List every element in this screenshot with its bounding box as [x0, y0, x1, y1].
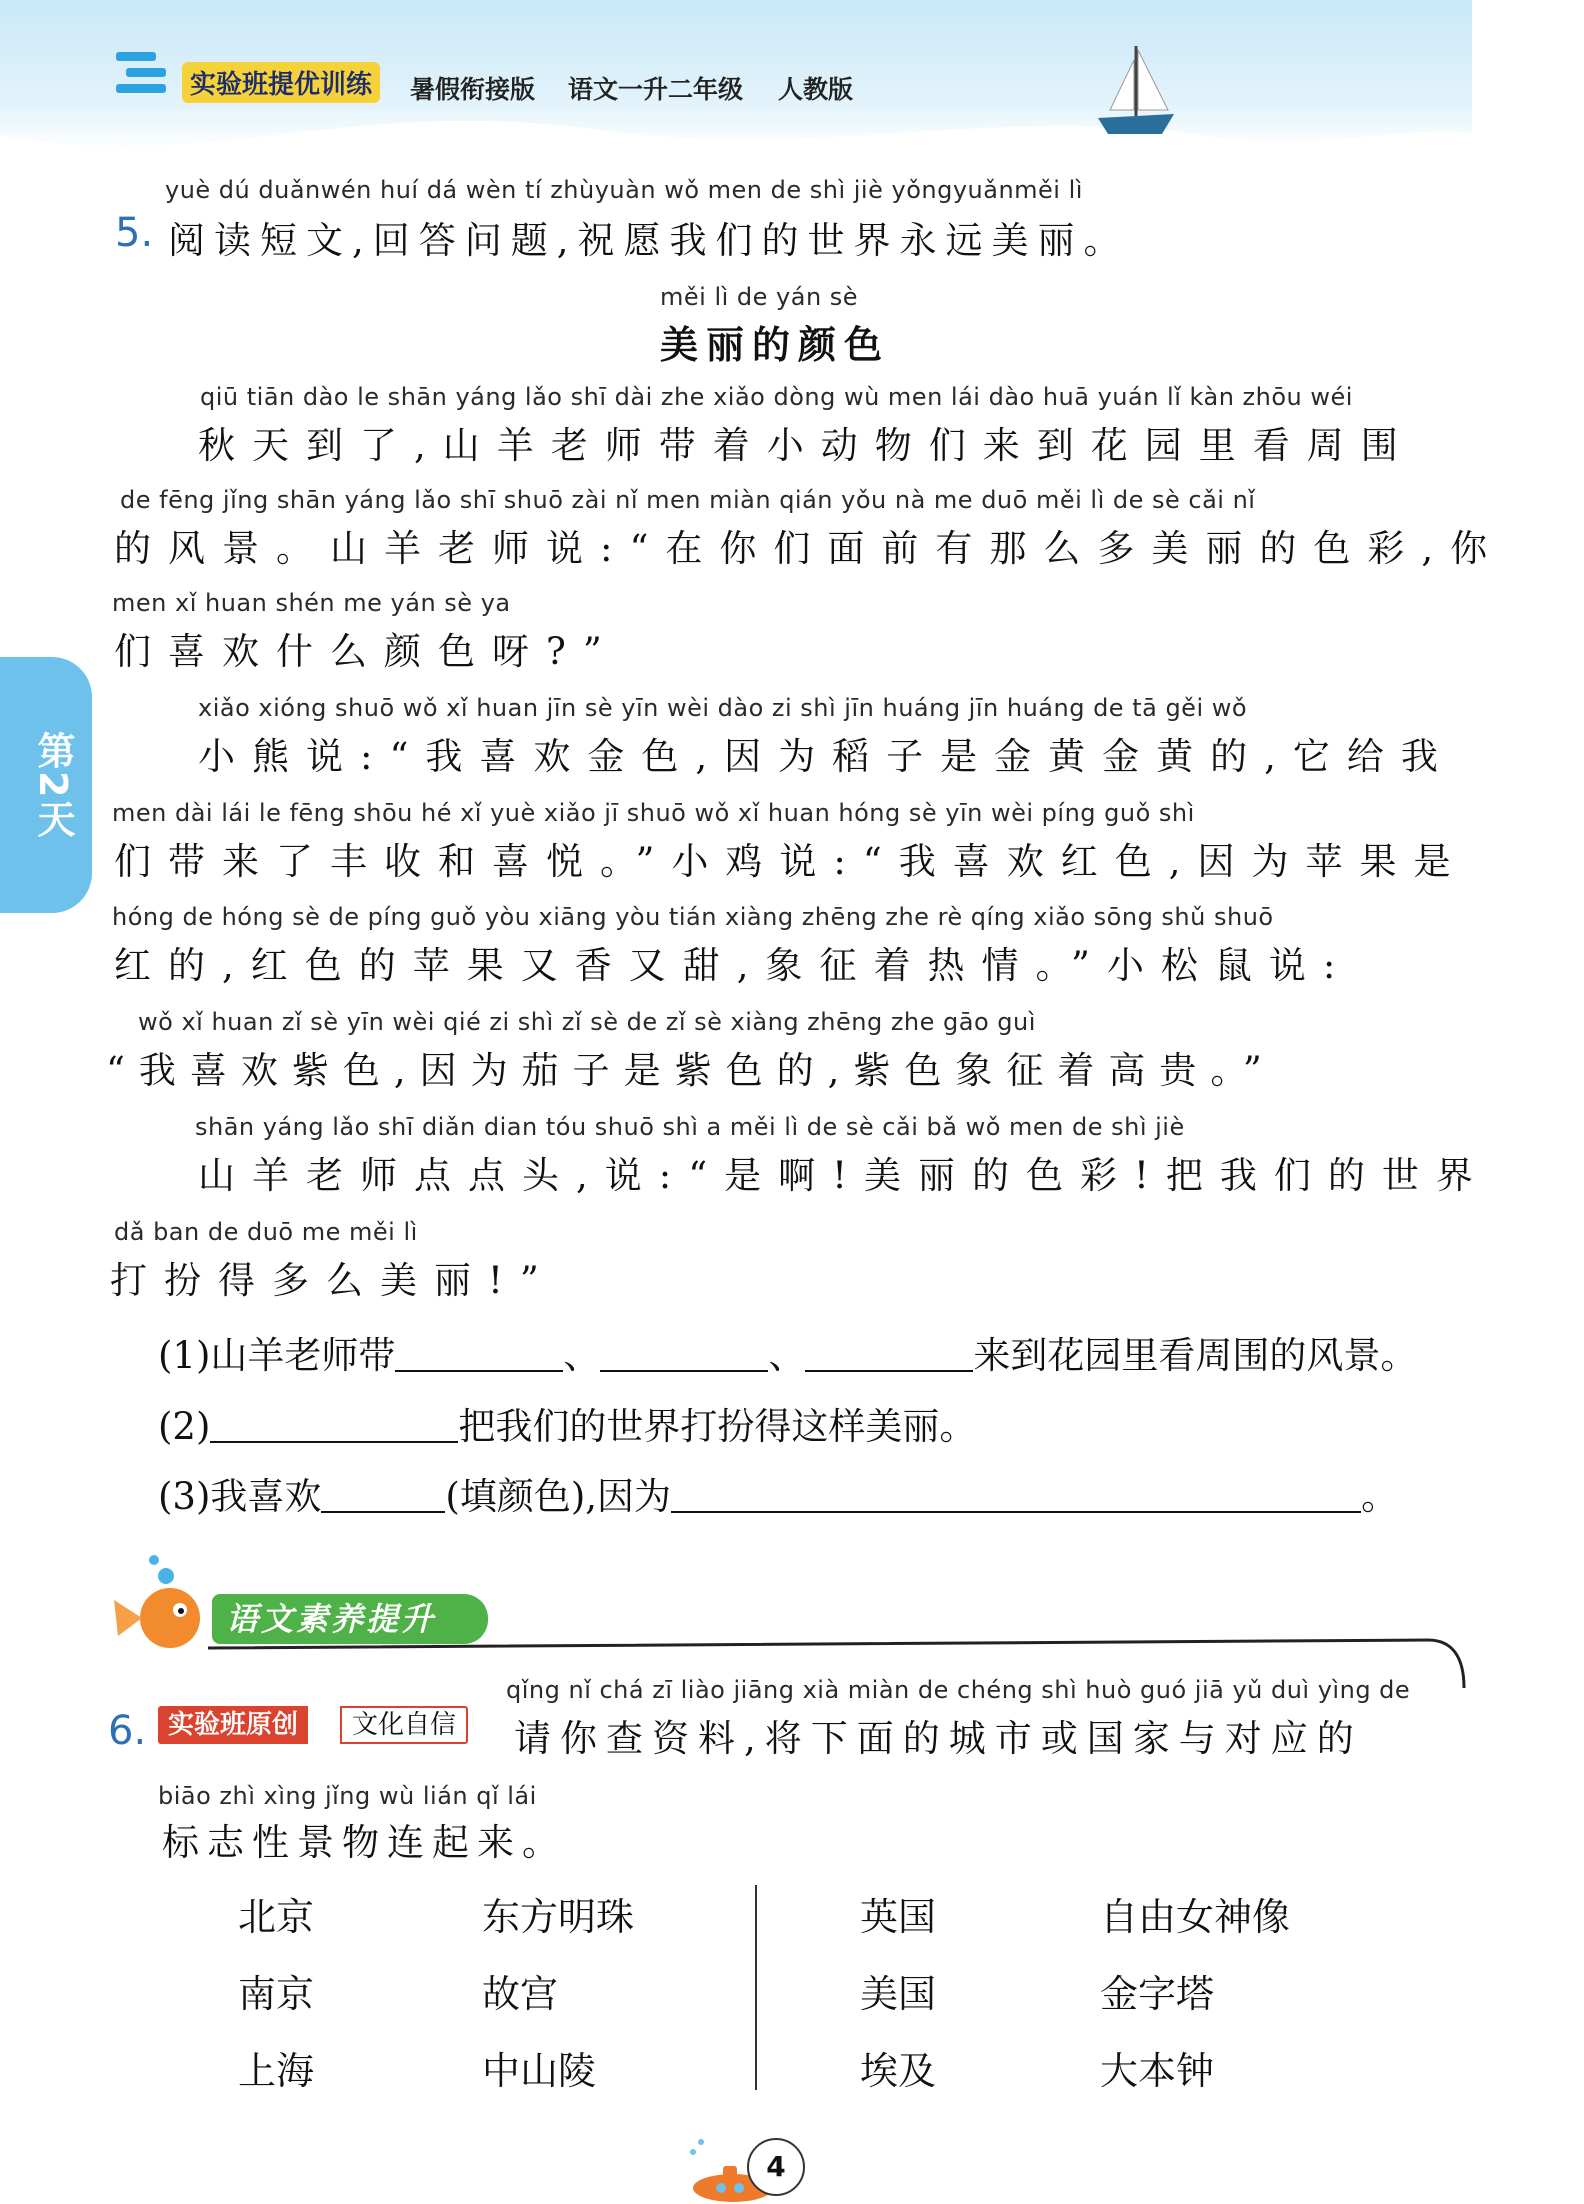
- sub3-suffix: 。: [1361, 1475, 1399, 1518]
- series-title: 实验班提优训练: [182, 62, 380, 103]
- passage-line-8: 山羊老师点点头,说:“是啊!美丽的色彩!把我们的世界: [198, 1154, 1490, 1197]
- sight-pyramids[interactable]: 金字塔: [1100, 1972, 1215, 2016]
- sub3-prefix: (3)我喜欢: [158, 1475, 322, 1518]
- sub2-suffix: 把我们的世界打扮得这样美丽。: [458, 1405, 977, 1448]
- page-header: [0, 0, 1472, 150]
- page-number: 4: [747, 2138, 805, 2196]
- sight-oriental-pearl[interactable]: 东方明珠: [482, 1895, 635, 1939]
- q5-pinyin: yuè dú duǎnwén huí dá wèn tí zhùyuàn wǒ men de shì jiè yǒngyuǎnměi lì: [165, 176, 1083, 204]
- passage-line-6: 红的,红色的苹果又香又甜,象征着热情。”小松鼠说:: [114, 944, 1353, 987]
- q6-pinyin-2: biāo zhì xìng jǐng wù lián qǐ lái: [158, 1782, 537, 1810]
- passage-pinyin-9: dǎ ban de duō me měi lì: [114, 1218, 418, 1246]
- passage-pinyin-2: de fēng jǐng shān yáng lǎo shī shuō zài nǐ men miàn qián yǒu nà me duō měi lì de sè cǎi nǐ: [120, 486, 1256, 514]
- answer-blank-3a[interactable]: [321, 1481, 445, 1513]
- passage-line-5: 们带来了丰收和喜悦。”小鸡说:“我喜欢红色,因为苹果是: [114, 840, 1468, 883]
- title-pinyin: měi lì de yán sè: [660, 283, 859, 311]
- wave-decoration: [0, 95, 1472, 175]
- subject-label: 语文一升二年级: [568, 75, 744, 104]
- passage-line-4: 小熊说:“我喜欢金色,因为稻子是金黄金黄的,它给我: [198, 735, 1455, 778]
- passage-pinyin-5: men dài lái le fēng shōu hé xǐ yuè xiǎo jī shuō wǒ xǐ huan hóng sè yīn wèi píng guǒ shì: [112, 799, 1195, 827]
- answer-blank-1c[interactable]: [805, 1340, 973, 1372]
- place-egypt[interactable]: 埃及: [860, 2049, 937, 2093]
- sub2-prefix: (2): [158, 1405, 211, 1448]
- passage-title: 美丽的颜色: [660, 323, 891, 367]
- sub1-sep2: 、: [768, 1334, 806, 1377]
- sailboat-icon: [1088, 40, 1178, 140]
- sub-question-1: [158, 1325, 1417, 1379]
- sub3-mid: (填颜色),因为: [445, 1475, 672, 1518]
- original-badge: 实验班原创: [158, 1706, 308, 1744]
- q6-prompt-2: 标志性景物连起来。: [162, 1821, 567, 1864]
- answer-blank-1b[interactable]: [600, 1340, 768, 1372]
- passage-line-7: “我喜欢紫色,因为茄子是紫色的,紫色象征着高贵。”: [106, 1049, 1276, 1092]
- passage-line-2: 的风景。山羊老师说:“在你们面前有那么多美丽的色彩,你: [114, 527, 1505, 570]
- passage-line-9: 打扮得多么美丽!”: [110, 1259, 556, 1302]
- passage-pinyin-3: men xǐ huan shén me yán sè ya: [112, 589, 511, 617]
- passage-line-1: 秋天到了,山羊老师带着小动物们来到花园里看周围: [198, 424, 1415, 467]
- section-title: 语文素养提升: [212, 1594, 488, 1644]
- passage-pinyin-7: wǒ xǐ huan zǐ sè yīn wèi qié zi shì zǐ sè de zǐ sè xiàng zhēng zhe gāo guì: [138, 1008, 1036, 1036]
- sub1-prefix: (1)山羊老师带: [158, 1334, 396, 1377]
- sight-statue-of-liberty[interactable]: 自由女神像: [1100, 1895, 1291, 1939]
- passage-pinyin-6: hóng de hóng sè de píng guǒ yòu xiāng yòu tián xiàng zhēng zhe rè qíng xiǎo sōng shǔ shuō: [112, 903, 1274, 931]
- answer-blank-1a[interactable]: [395, 1340, 563, 1372]
- logo-icon: [112, 48, 172, 98]
- q6-pinyin-1: qǐng nǐ chá zī liào jiāng xià miàn de chéng shì huò guó jiā yǔ duì yìng de: [506, 1676, 1411, 1704]
- answer-blank-3b[interactable]: [671, 1481, 1361, 1513]
- place-shanghai[interactable]: 上海: [238, 2049, 315, 2093]
- column-divider: [755, 1885, 757, 2090]
- passage-pinyin-1: qiū tiān dào le shān yáng lǎo shī dài zhe xiǎo dòng wù men lái dào huā yuán lǐ kàn zhōu wéi: [200, 383, 1353, 411]
- place-usa[interactable]: 美国: [860, 1972, 937, 2016]
- edition-label: 暑假衔接版: [410, 75, 536, 104]
- fish-mascot-icon: [108, 1540, 228, 1660]
- sight-sun-yatsen-mausoleum[interactable]: 中山陵: [482, 2049, 597, 2093]
- q6-prompt-1: 请你查资料,将下面的城市或国家与对应的: [514, 1717, 1363, 1760]
- day-tab-label: 第2天: [31, 730, 75, 840]
- passage-line-3: 们喜欢什么颜色呀?”: [114, 630, 619, 673]
- sub1-suffix: 来到花园里看周围的风景。: [973, 1334, 1418, 1377]
- place-nanjing[interactable]: 南京: [238, 1972, 315, 2016]
- sub1-sep1: 、: [563, 1334, 601, 1377]
- sub-question-2: [158, 1396, 976, 1450]
- sight-forbidden-city[interactable]: 故宫: [482, 1972, 559, 2016]
- sight-big-ben[interactable]: 大本钟: [1100, 2049, 1215, 2093]
- q5-prompt: 阅读短文,回答问题,祝愿我们的世界永远美丽。: [168, 219, 1130, 262]
- q5-number: 5.: [115, 210, 154, 256]
- passage-pinyin-8: shān yáng lǎo shī diǎn dian tóu shuō shì a měi lì de sè cǎi bǎ wǒ men de shì jiè: [195, 1113, 1185, 1141]
- passage-pinyin-4: xiǎo xióng shuō wǒ xǐ huan jīn sè yīn wèi dào zi shì jīn huáng jīn huáng de tā gěi wǒ: [198, 694, 1248, 722]
- place-uk[interactable]: 英国: [860, 1895, 937, 1939]
- answer-blank-2[interactable]: [210, 1411, 458, 1443]
- culture-badge: 文化自信: [340, 1706, 468, 1744]
- publisher-label: 人教版: [778, 75, 854, 104]
- day-tab: [0, 657, 92, 913]
- place-beijing[interactable]: 北京: [238, 1895, 315, 1939]
- sub-question-3: [158, 1466, 1398, 1520]
- q6-number: 6.: [108, 1708, 147, 1754]
